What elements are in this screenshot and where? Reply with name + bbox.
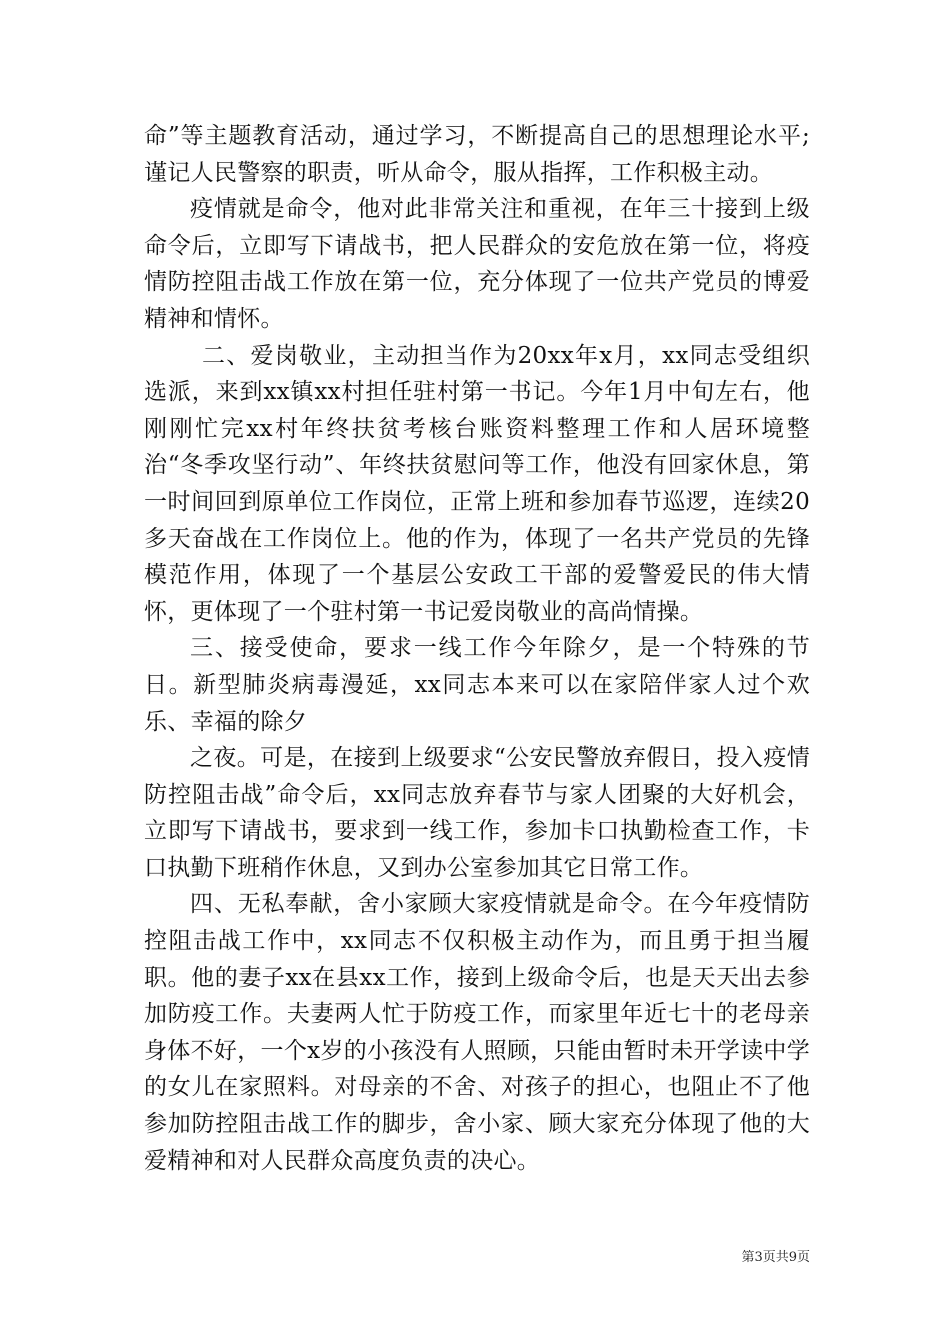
paragraph-section-two: 二、爱岗敬业，主动担当作为20xx年x月，xx同志受组织选派，来到xx镇xx村担任驻村第一书记。今年1月中旬左右，他刚刚忙完xx村年终扶贫考核台账资料整理工作和人居环境整治“冬季攻坚行动”、年终扶贫慰问等工作，他没有回家休息，第一时间回到原单位工作岗位，正常上班和参加春节巡逻，连续20多天奋战在工作岗位上。他的作为，体现了一名共产党员的先锋模范作用，体现了一个基层公安政工干部的爱警爱民的伟大情怀，更体现了一个驻村第一书记爱岗敬业的高尚情操。 [144,342,810,625]
paragraph-continuation: 命”等主题教育活动，通过学习，不断提高自己的思想理论水平;谨记人民警察的职责，听从命令，服从指挥，工作积极主动。 [144,123,810,186]
paragraph-section-three-continued: 之夜。可是，在接到上级要求“公安民警放弃假日，投入疫情防控阻击战”命令后，xx同志放弃春节与家人团聚的大好机会，立即写下请战书，要求到一线工作，参加卡口执勤检查工作，卡口执勤下班稍作休息，又到办公室参加其它日常工作。 [144,745,810,881]
document-body [144,118,810,1179]
page-number: 第3页共9页 [741,1250,810,1265]
paragraph-section-four: 四、无私奉献，舍小家顾大家疫情就是命令。在今年疫情防控阻击战工作中，xx同志不仅积极主动作为，而且勇于担当履职。他的妻子xx在县xx工作，接到上级命令后，也是天天出去参加防疫工作。夫妻两人忙于防疫工作，而家里年近七十的老母亲身体不好，一个x岁的小孩没有人照顾，只能由暂时未开学读中学的女儿在家照料。对母亲的不舍、对孩子的担心，也阻止不了他参加防控阻击战工作的脚步，舍小家、顾大家充分体现了他的大爱精神和对人民群众高度负责的决心。 [144,891,810,1174]
paragraph-epidemic-command: 疫情就是命令，他对此非常关注和重视，在年三十接到上级命令后，立即写下请战书，把人民群众的安危放在第一位，将疫情防控阻击战工作放在第一位，充分体现了一位共产党员的博爱精神和情怀。 [144,196,810,332]
paragraph-section-three: 三、接受使命，要求一线工作今年除夕，是一个特殊的节日。新型肺炎病毒漫延，xx同志本来可以在家陪伴家人过个欢乐、幸福的除夕 [144,635,810,735]
